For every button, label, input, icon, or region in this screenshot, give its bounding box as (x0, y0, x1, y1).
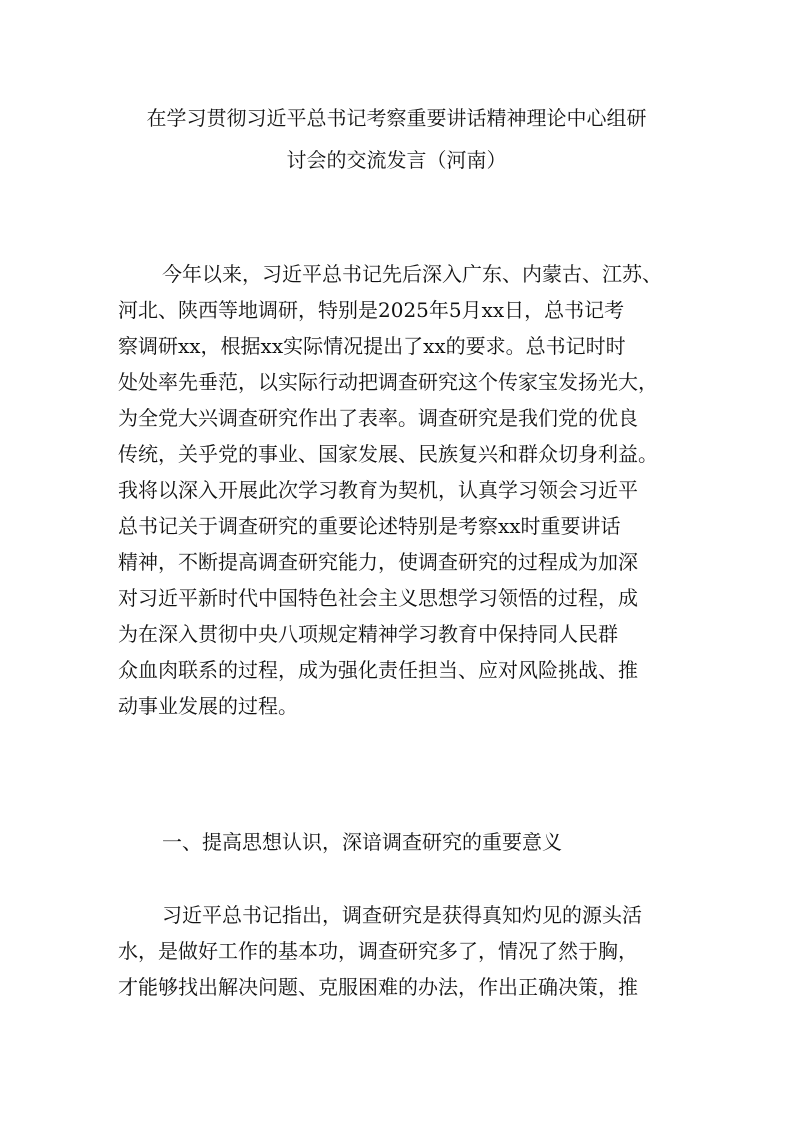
paragraph-line: 今年以来，习近平总书记先后深入广东、内蒙古、江苏、 (162, 262, 662, 286)
paragraph-section1 (118, 897, 688, 1005)
paragraph-line: 我将以深入开展此次学习教育为契机，认真学习领会习近平 (118, 478, 638, 502)
title-line: 在学习贯彻习近平总书记考察重要讲话精神理论中心组研 (146, 106, 647, 130)
paragraph-line: 众血肉联系的过程，成为强化责任担当、应对风险挑战、推 (118, 658, 638, 682)
paragraph-line: 水，是做好工作的基本功，调查研究多了，情况了然于胸， (118, 939, 638, 963)
section-heading-1 (118, 824, 688, 860)
paragraph-line: 动事业发展的过程。 (118, 694, 298, 718)
title-line: 讨会的交流发言（河南） (286, 148, 507, 172)
paragraph-line: 处处率先垂范，以实际行动把调查研究这个传家宝发扬光大， (118, 370, 658, 394)
paragraph-line: 察调研xx，根据xx实际情况提出了xx的要求。总书记时时 (118, 334, 626, 358)
paragraph-intro (118, 256, 688, 724)
paragraph-line: 为在深入贯彻中央八项规定精神学习教育中保持同人民群 (118, 622, 618, 646)
paragraph-line: 精神，不断提高调查研究能力，使调查研究的过程成为加深 (118, 550, 638, 574)
heading-text: 一、提高思想认识，深谙调查研究的重要意义 (162, 830, 562, 854)
paragraph-line: 为全党大兴调查研究作出了表率。调查研究是我们党的优良 (118, 406, 638, 430)
paragraph-line: 总书记关于调查研究的重要论述特别是考察xx时重要讲话 (118, 514, 621, 538)
paragraph-line: 传统，关乎党的事业、国家发展、民族复兴和群众切身利益。 (118, 442, 658, 466)
paragraph-line: 才能够找出解决问题、克服困难的办法，作出正确决策，推 (118, 975, 638, 999)
paragraph-line: 习近平总书记指出，调查研究是获得真知灼见的源头活 (162, 903, 642, 927)
document-title (110, 97, 683, 181)
paragraph-line: 河北、陕西等地调研，特别是2025年5月xx日，总书记考 (118, 298, 625, 322)
paragraph-line: 对习近平新时代中国特色社会主义思想学习领悟的过程，成 (118, 586, 638, 610)
